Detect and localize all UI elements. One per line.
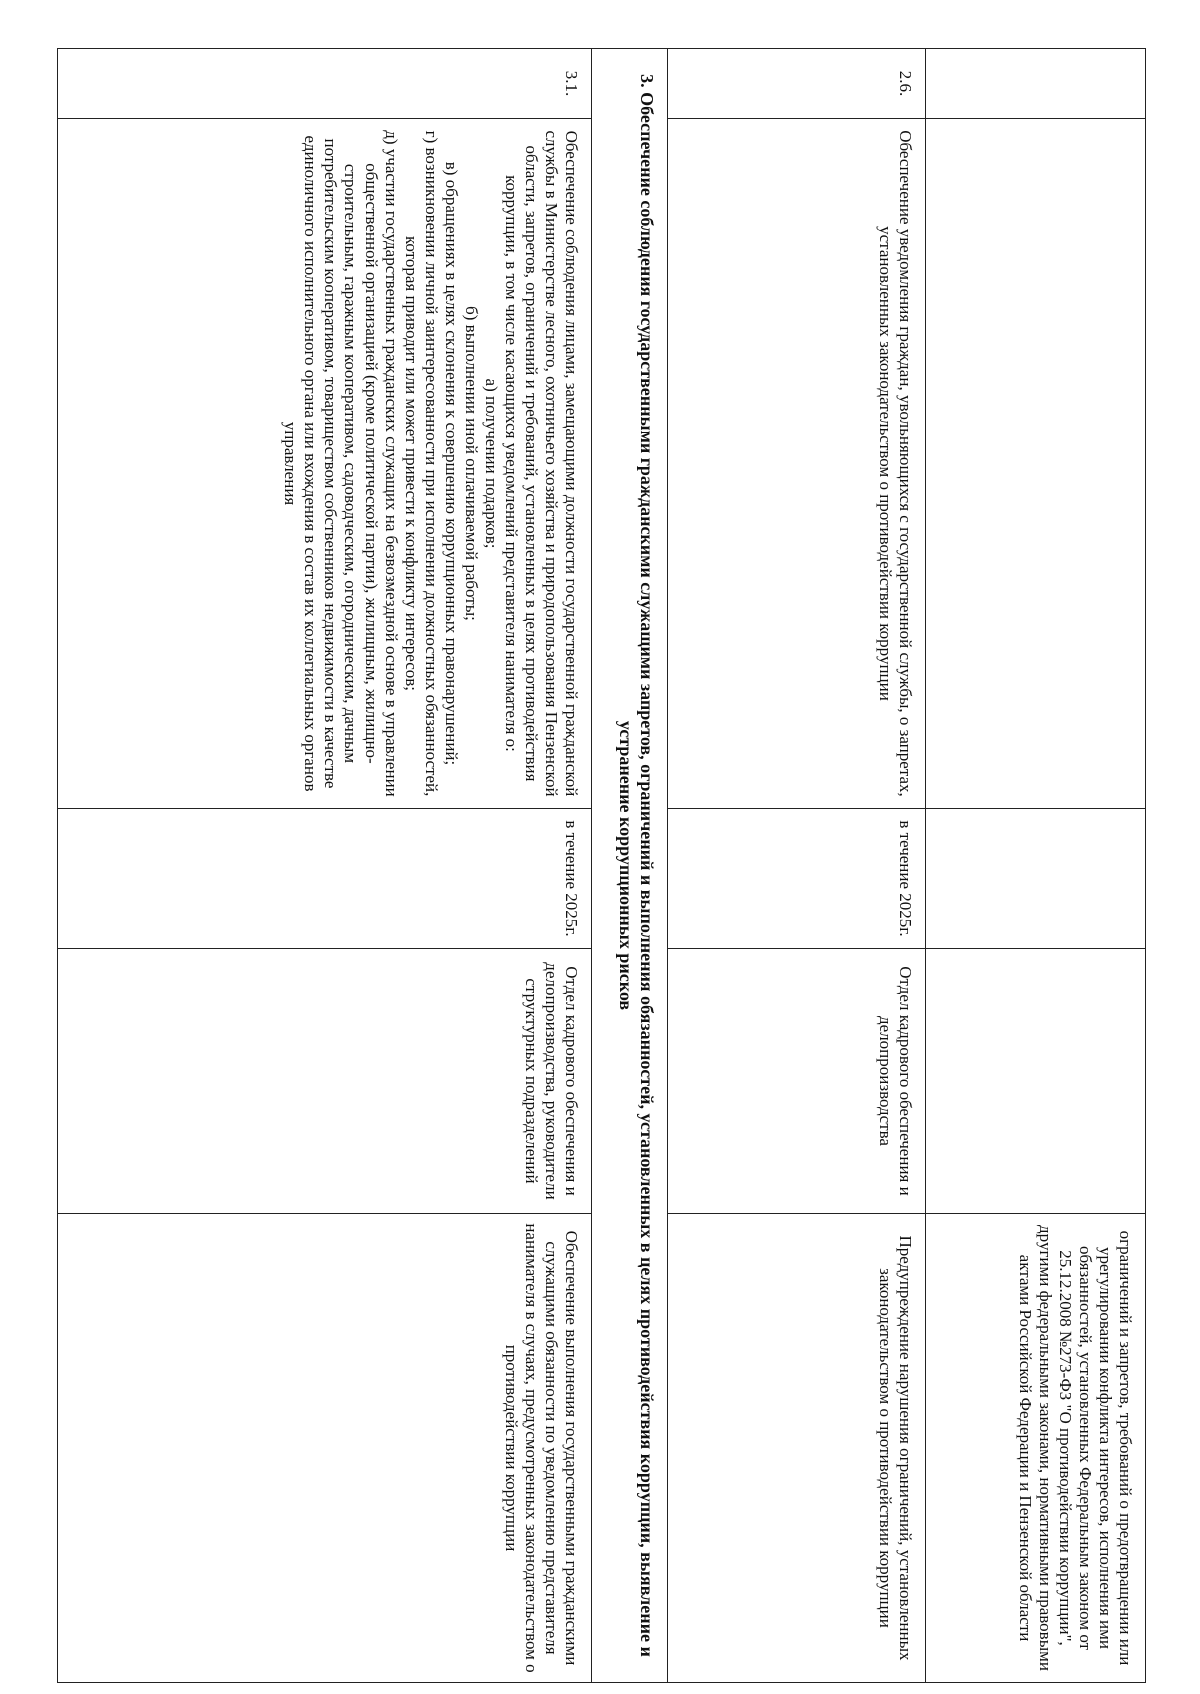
row-number: 2.6. bbox=[668, 49, 926, 119]
rotated-table-wrapper bbox=[58, 48, 1146, 1682]
section-title: 3. Обеспечение соблюдения государственными гражданскими служащими запретов, ограничений и выполнения обязанностей, установленных в целях противодействия коррупции, выявление и устранение коррупционных рисков bbox=[592, 49, 668, 1683]
table-row bbox=[668, 49, 926, 1683]
anticorruption-plan-table bbox=[57, 48, 1146, 1683]
measure-text: Обеспечение уведомления граждан, увольняющихся с государственной службы, о запретах, установленных законодательством о противодействии коррупции bbox=[668, 119, 926, 809]
list-item: д) участии государственных гражданских служащих на безвозмездной основе в управлении общественной организацией (кроме политической партии), жилищным, жилищно-строительным, гаражным кооперативом, садоводческим, огородническим, дачным потребительским кооперативом, товариществом собственников недвижимости в качестве единоличного исполнительного органа или вхождения в состав их коллегиальных органов управления bbox=[281, 130, 401, 797]
deadline: в течение 2025г. bbox=[58, 809, 592, 949]
responsible: Отдел кадрового обеспечения и делопроизводства bbox=[668, 949, 926, 1214]
measure-text bbox=[58, 119, 592, 809]
list-item: г) возникновении личной заинтересованности при исполнении должностных обязанностей, которая приводит или может привести к конфликту интересов; bbox=[401, 130, 441, 797]
deadline bbox=[926, 809, 1146, 949]
measure-intro: Обеспечение соблюдения лицами, замещающими должности государственной гражданской службы в Министерстве лесного, охотничьего хозяйства и природопользования Пензенской области, запретов, ограничений и требований, установленных в целях противодействия коррупции, в том числе касающихся уведомлений представителя нанимателя о: bbox=[501, 130, 581, 797]
expected-result: Обеспечение выполнения государственными гражданскими служащими обязанности по уведомлению представителя нанимателя в случаях, предусмотренных законодательством о противодействии коррупции bbox=[58, 1214, 592, 1683]
row-number: 3.1. bbox=[58, 49, 592, 119]
row-number bbox=[926, 49, 1146, 119]
list-item: б) выполнении иной оплачиваемой работы; bbox=[461, 306, 481, 621]
expected-result: ограничений и запретов, требований о предотвращении или урегулировании конфликта интересов, исполнения ими обязанностей, установленных Федеральным законом от 25.12.2008 №273-ФЗ "О противодействии коррупции", другими федеральными законами, нормативными правовыми актами Российской Федерации и Пензенской области bbox=[926, 1214, 1146, 1683]
responsible: Отдел кадрового обеспечения и делопроизводства, руководители структурных подразделений bbox=[58, 949, 592, 1214]
measure-text bbox=[926, 119, 1146, 809]
list-item: а) получении подарков; bbox=[481, 378, 501, 549]
expected-result: Предупреждение нарушения ограничений, установленных законодательством о противодействии коррупции bbox=[668, 1214, 926, 1683]
deadline: в течение 2025г. bbox=[668, 809, 926, 949]
table-row bbox=[926, 49, 1146, 1683]
list-item: в) обращениях в целях склонения к совершению коррупционных правонарушений; bbox=[441, 161, 461, 766]
table-row bbox=[58, 49, 592, 1683]
responsible bbox=[926, 949, 1146, 1214]
section-heading-row bbox=[592, 49, 668, 1683]
